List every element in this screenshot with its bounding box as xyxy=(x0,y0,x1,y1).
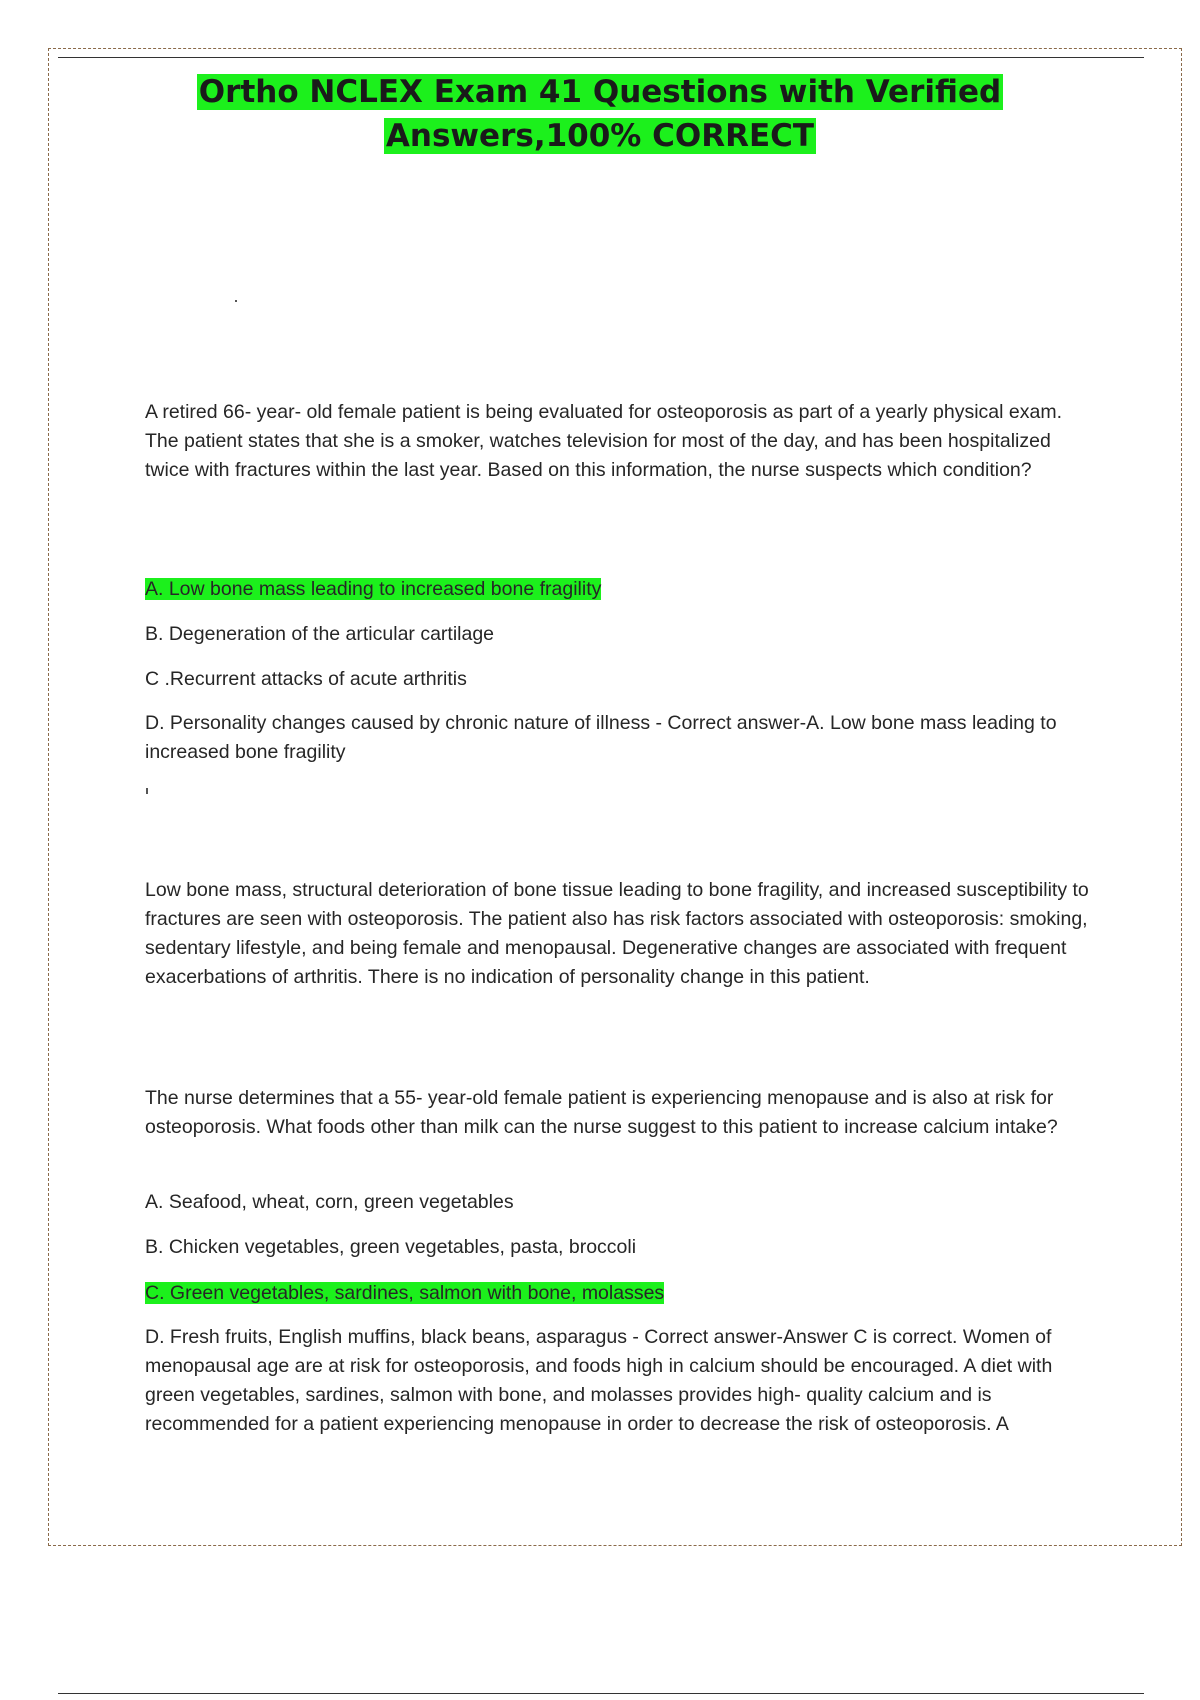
document-title xyxy=(100,70,1100,158)
question-1-option-a xyxy=(145,575,1095,604)
question-1-option-b-text: B. Degeneration of the articular cartilage xyxy=(145,623,495,645)
title-line-1: Ortho NCLEX Exam 41 Questions with Verified xyxy=(198,74,1002,110)
question-1-option-b xyxy=(145,620,1095,649)
question-2-option-d-text: D. Fresh fruits, English muffins, black beans, asparagus - Correct answer-Answer C is correct. Women of menopausal age are at risk for osteoporosis, and foods high in calcium should be encouraged. A diet with green vegetables, sardines, salmon with bone, and molasses provides high- quality calcium and is recommended for a patient experiencing menopause in order to decrease the risk of osteoporosis. A xyxy=(145,1326,1053,1435)
page-border xyxy=(48,48,1182,1546)
stray-mark xyxy=(235,300,237,302)
question-1-rationale-text: Low bone mass, structural deterioration of bone tissue leading to bone fragility, and increased susceptibility to fractures are seen with osteoporosis. The patient also has risk factors associated with osteoporosis: smoking, sedentary lifestyle, and being female and menopausal. Degenerative changes are associated with frequent exacerbations of arthritis. There is no indication of personality change in this patient. xyxy=(145,879,1089,988)
question-1-option-c xyxy=(145,665,1095,694)
question-2-option-c xyxy=(145,1279,1095,1308)
question-2-option-a xyxy=(145,1188,1095,1217)
question-1-option-d xyxy=(145,709,1095,767)
question-2-option-d xyxy=(145,1323,1095,1439)
title-line-2: Answers,100% CORRECT xyxy=(385,118,815,154)
question-1-rationale xyxy=(145,876,1095,992)
question-2-stem-text: The nurse determines that a 55- year-old female patient is experiencing menopause and is also at risk for osteoporosis. What foods other than milk can the nurse suggest to this patient to increase calcium intake? xyxy=(145,1087,1058,1138)
question-2-option-b xyxy=(145,1233,1095,1262)
question-1-stem xyxy=(145,398,1095,485)
question-2-stem xyxy=(145,1084,1095,1142)
question-1-option-a-text: A. Low bone mass leading to increased bone fragility xyxy=(145,578,602,600)
question-2-option-a-text: A. Seafood, wheat, corn, green vegetables xyxy=(145,1191,514,1213)
question-2-option-b-text: B. Chicken vegetables, green vegetables, pasta, broccoli xyxy=(145,1236,637,1258)
question-1-stem-text: A retired 66- year- old female patient is being evaluated for osteoporosis as part of a yearly physical exam. The patient states that she is a smoker, watches television for most of the day, and has been hospitalized twice with fractures within the last year. Based on this information, the nurse suspects which condition? xyxy=(145,401,1062,481)
question-1-option-c-text: C .Recurrent attacks of acute arthritis xyxy=(145,668,467,690)
bottom-rule xyxy=(58,1693,1144,1694)
top-rule xyxy=(58,57,1144,58)
question-2-option-c-text: C. Green vegetables, sardines, salmon with bone, molasses xyxy=(145,1282,665,1304)
stray-mark xyxy=(146,788,148,794)
question-1-option-d-text: D. Personality changes caused by chronic nature of illness - Correct answer-A. Low bone mass leading to increased bone fragility xyxy=(145,712,1057,763)
